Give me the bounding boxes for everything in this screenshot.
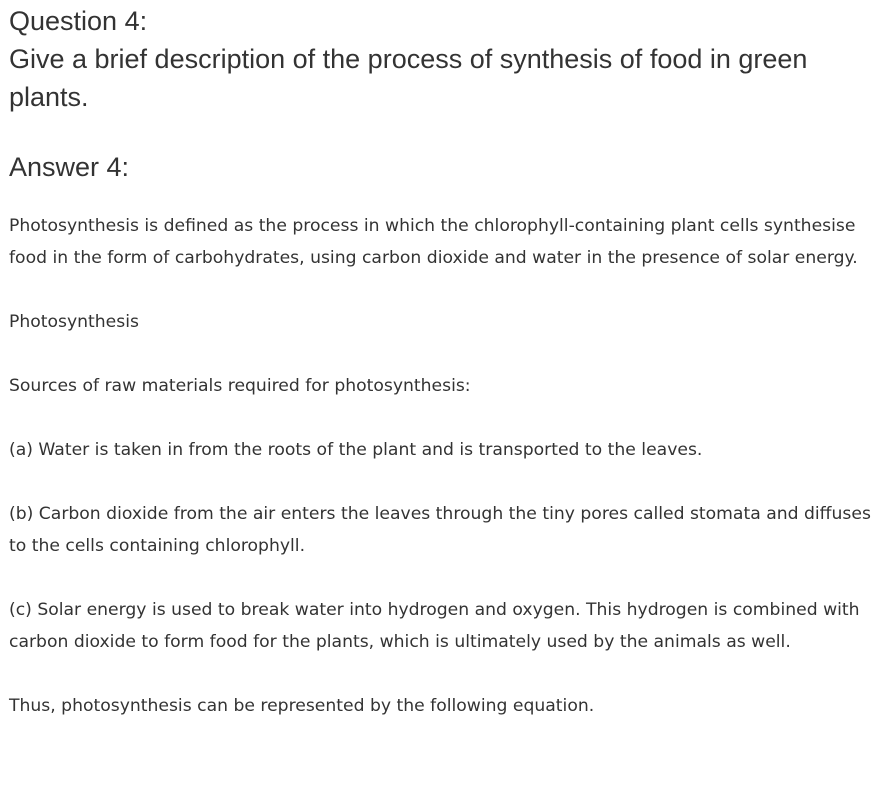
answer-paragraph-a: (a) Water is taken in from the roots of the plant and is transported to the leaves. [9,440,703,460]
question-text: Give a brief description of the process of synthesis of food in green plants. [9,44,808,112]
answer-paragraph-conclusion: Thus, photosynthesis can be represented by the following equation. [9,696,595,716]
answer-paragraph-b: (b) Carbon dioxide from the air enters the leaves through the tiny pores called stomata and diffuses to the cells containing chlorophyll. [9,504,871,556]
question-label: Question 4: [9,6,148,36]
answer-paragraph-c: (c) Solar energy is used to break water into hydrogen and oxygen. This hydrogen is combined with carbon dioxide to form food for the plants, which is ultimately used by the animals as well. [9,600,860,652]
answer-paragraph-subheading: Photosynthesis [9,312,139,332]
document-body [9,0,887,722]
answer-paragraph-definition: Photosynthesis is defined as the process in which the chlorophyll-containing plant cells synthesise food in the form of carbohydrates, using carbon dioxide and water in the presence of solar energy. [9,216,858,268]
answer-label: Answer 4: [9,152,130,182]
answer-paragraph-sources: Sources of raw materials required for photosynthesis: [9,376,471,396]
